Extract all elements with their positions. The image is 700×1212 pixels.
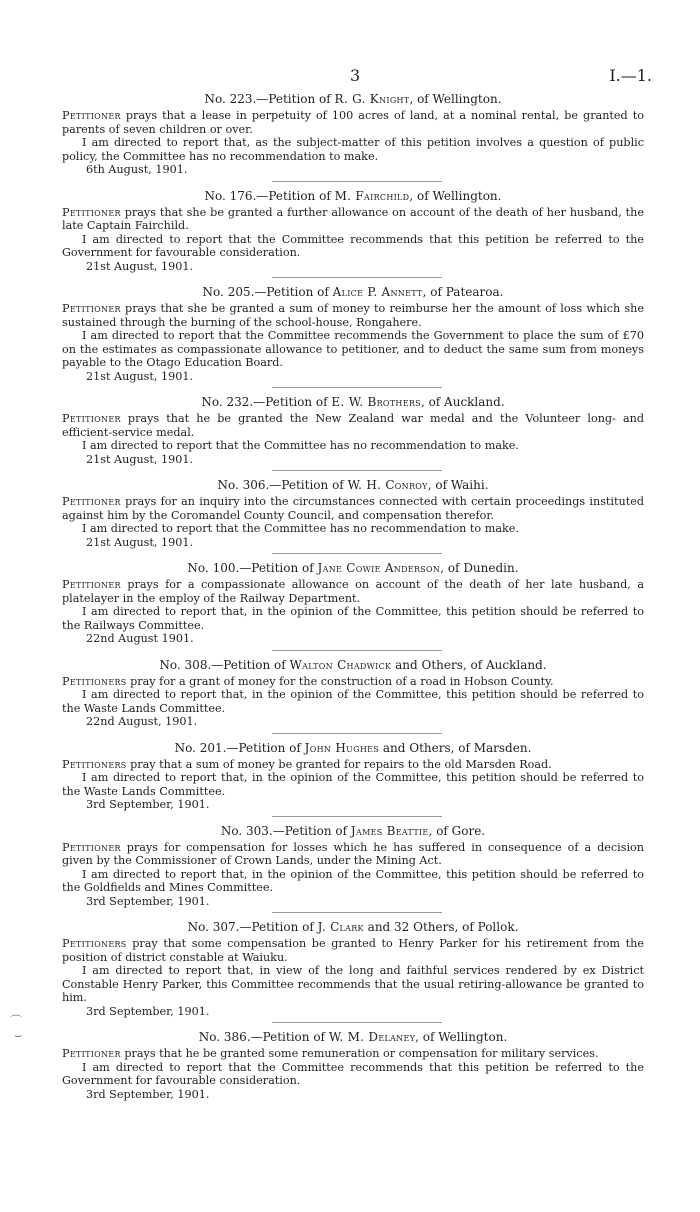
paragraph-text: I am directed to report that, in the opinion of the Committee, this petition should be referred to the Goldfields and Mines Committee.	[62, 867, 644, 894]
separator-row	[62, 812, 644, 822]
petitioner-label: Petitioner	[62, 840, 121, 854]
petition-number: No. 223.—Petition of	[204, 92, 335, 106]
petition-entry	[62, 92, 644, 177]
petition-number: No. 201.—Petition of	[174, 740, 305, 755]
petitioner-label: Petitioner	[62, 412, 121, 425]
divider-rule	[272, 553, 442, 554]
divider-rule	[272, 387, 442, 388]
paragraph-text: prays that he be granted the New Zealand war medal and the Volunteer long- and efficient-service medal.	[62, 412, 644, 439]
separator-row	[62, 646, 644, 656]
petition-number: No. 176.—Petition of	[204, 188, 335, 203]
report-date: 22nd August, 1901.	[86, 715, 198, 728]
petition-prayer	[62, 937, 644, 964]
committee-report	[62, 136, 644, 163]
petition-location: , of Waihi.	[427, 478, 489, 492]
petition-entry	[62, 1018, 644, 1101]
paragraph-text: I am directed to report that, in view of the long and faithful services rendered by ex District Constable Henry Parker, this Committee recommends that the usual retiring-allowance be granted to him.	[62, 964, 644, 1004]
paragraph-text: prays that he be granted some remuneration or compensation for military services.	[120, 1047, 599, 1060]
document-reference: I.—1.	[609, 66, 652, 85]
petition-location: , of Wellington.	[409, 188, 502, 203]
petition-title	[62, 658, 644, 672]
margin-mark: ⌒	[10, 1014, 23, 1028]
petition-number: No. 303.—Petition of	[220, 823, 351, 838]
paragraph-text: I am directed to report that, in the opinion of the Committee, this petition should be referred to the Railways Committee.	[62, 605, 644, 632]
petition-prayer	[62, 206, 644, 233]
petition-entry	[62, 646, 644, 729]
committee-report	[62, 771, 644, 798]
paragraph-text: prays for an inquiry into the circumstances connected with certain proceedings instituted against him by the Coromandel County Council, and compensation therefor.	[62, 495, 644, 522]
committee-report	[62, 964, 644, 1005]
paragraph-text: prays that a lease in perpetuity of 100 acres of land, at a nominal rental, be granted to parents of seven children or over.	[62, 109, 644, 136]
page-header	[62, 60, 652, 90]
petitioner-name: W. M. Delaney	[328, 1030, 416, 1044]
margin-mark: ⌣	[14, 1028, 22, 1042]
petition-title	[62, 920, 644, 934]
page-number: 3	[350, 66, 361, 85]
petition-prayer	[62, 495, 644, 522]
petition-number: No. 306.—Petition of	[217, 478, 348, 492]
divider-rule	[272, 733, 442, 734]
paragraph-text: prays that she be granted a further allowance on account of the death of her husband, the late Captain Fairchild.	[62, 205, 644, 232]
committee-report	[62, 233, 644, 260]
petition-entry	[62, 729, 644, 812]
petition-title	[62, 189, 644, 203]
report-date: 21st August, 1901.	[86, 452, 194, 466]
committee-report	[62, 605, 644, 632]
paragraph-text: pray for a grant of money for the construction of a road in Hobson County.	[126, 674, 554, 688]
paragraph-text: prays for compensation for losses which he has suffered in consequence of a decision given by the Commissioner of Crown Lands, under the Mining Act.	[62, 840, 644, 867]
petition-location: , of Wellington.	[409, 92, 502, 106]
petition-location: , of Wellington.	[415, 1030, 508, 1044]
committee-report	[62, 868, 644, 895]
report-date: 6th August, 1901.	[86, 163, 188, 176]
report-date: 22nd August 1901.	[86, 632, 194, 645]
petition-entry	[62, 908, 644, 1018]
report-date: 3rd September, 1901.	[86, 894, 210, 908]
petition-location: and 32 Others, of Pollok.	[363, 920, 519, 934]
committee-report	[62, 688, 644, 715]
petitioner-label: Petitioner	[62, 578, 121, 591]
petition-number: No. 100.—Petition of	[187, 561, 318, 575]
petition-prayer	[62, 758, 644, 772]
petitioner-name: J. Clark	[317, 920, 364, 934]
petition-prayer	[62, 675, 644, 689]
petition-number: No. 386.—Petition of	[198, 1030, 329, 1044]
petitioner-label: Petitioner	[62, 302, 121, 315]
report-date: 3rd September, 1901.	[86, 798, 210, 811]
petition-entry	[62, 177, 644, 274]
petitioner-name: W. H. Conroy	[347, 478, 428, 492]
separator-row	[62, 273, 644, 283]
petition-prayer	[62, 1047, 644, 1061]
committee-report	[62, 329, 644, 370]
paragraph-text: I am directed to report that, as the subject-matter of this petition involves a question of public policy, the Committee has no recommendation to make.	[62, 136, 644, 163]
petitioner-name: R. G. Knight	[334, 92, 410, 106]
paragraph-text: I am directed to report that the Committee has no recommendation to make.	[82, 439, 519, 452]
report-date: 21st August, 1901.	[86, 259, 194, 273]
separator-row	[62, 466, 644, 476]
petitioner-label: Petitioner	[62, 495, 121, 508]
separator-row	[62, 383, 644, 393]
petitioner-name: John Hughes	[304, 740, 380, 755]
petitioner-name: Alice P. Annett	[332, 285, 423, 299]
petition-location: , of Dunedin.	[440, 561, 519, 575]
petition-number: No. 232.—Petition of	[201, 395, 332, 409]
report-date: 21st August, 1901.	[86, 369, 194, 383]
petitioner-label: Petitioner	[62, 1047, 121, 1060]
petition-location: , of Patearoa.	[422, 285, 504, 299]
petitioner-name: James Beattie	[350, 823, 429, 838]
petition-entry	[62, 549, 644, 646]
petition-location: , of Auckland.	[420, 395, 505, 409]
petition-number: No. 307.—Petition of	[187, 920, 318, 934]
paragraph-text: I am directed to report that the Committee recommends the Government to place the sum of £70 on the estimates as compassionate allowance to petitioner, and to deduct the same sum from moneys payable to the Otago Education Board.	[62, 329, 644, 369]
petition-title	[62, 741, 644, 755]
report-date: 21st August, 1901.	[86, 535, 194, 549]
petition-prayer	[62, 109, 644, 136]
paragraph-text: prays that she be granted a sum of money to reimburse her the amount of loss which she sustained through the burning of the school-house, Rongahere.	[62, 302, 644, 329]
divider-rule	[272, 816, 442, 817]
divider-rule	[272, 1022, 442, 1023]
petition-title	[62, 1030, 644, 1044]
petition-title	[62, 285, 644, 299]
paragraph-text: I am directed to report that the Committee has no recommendation to make.	[82, 522, 519, 535]
document-page	[62, 60, 652, 1101]
petition-prayer	[62, 841, 644, 868]
petition-number: No. 308.—Petition of	[159, 657, 290, 672]
petition-entry	[62, 383, 644, 466]
petition-title	[62, 395, 644, 409]
paragraph-text: pray that a sum of money be granted for repairs to the old Marsden Road.	[126, 757, 552, 771]
paragraph-text: I am directed to report that the Committee recommends that this petition be referred to the Government for favourable consideration.	[62, 232, 644, 259]
separator-row	[62, 549, 644, 559]
committee-report	[62, 1061, 644, 1088]
report-date: 3rd September, 1901.	[86, 1004, 210, 1018]
paragraph-text: prays for a compassionate allowance on account of the death of her late husband, a platelayer in the employ of the Railway Department.	[62, 578, 644, 605]
divider-rule	[272, 912, 442, 913]
petition-title	[62, 824, 644, 838]
petition-entry	[62, 812, 644, 909]
petition-location: and Others, of Auckland.	[391, 657, 547, 672]
report-date: 3rd September, 1901.	[86, 1087, 210, 1101]
petition-location: , of Gore.	[428, 823, 486, 838]
petition-entry	[62, 466, 644, 549]
petition-title	[62, 92, 644, 106]
petitioner-name: Walton Chadwick	[289, 657, 392, 672]
petitioner-name: M. Fairchild	[334, 188, 410, 203]
petitioner-label: Petitioner	[62, 205, 121, 219]
separator-row	[62, 729, 644, 739]
separator-row	[62, 1018, 644, 1028]
petition-title	[62, 478, 644, 492]
paragraph-text: I am directed to report that the Committee recommends that this petition be referred to the Government for favourable consideration.	[62, 1060, 644, 1087]
paragraph-text: I am directed to report that, in the opinion of the Committee, this petition should be referred to the Waste Lands Committee.	[62, 771, 644, 798]
petition-list	[62, 92, 644, 1101]
divider-rule	[272, 181, 442, 182]
separator-row	[62, 177, 644, 187]
petition-number: No. 205.—Petition of	[202, 285, 333, 299]
divider-rule	[272, 650, 442, 651]
petitioner-label: Petitioners	[62, 674, 127, 688]
divider-rule	[272, 277, 442, 278]
petitioner-name: Jane Cowie Anderson	[317, 561, 441, 575]
paragraph-text: I am directed to report that, in the opinion of the Committee, this petition should be referred to the Waste Lands Committee.	[62, 688, 644, 715]
petition-location: and Others, of Marsden.	[379, 740, 532, 755]
petition-title	[62, 561, 644, 575]
divider-rule	[272, 470, 442, 471]
petition-prayer	[62, 578, 644, 605]
petition-prayer	[62, 302, 644, 329]
committee-report	[62, 522, 644, 536]
petition-prayer	[62, 412, 644, 439]
petitioner-label: Petitioners	[62, 757, 127, 771]
separator-row	[62, 908, 644, 918]
petitioner-name: E. W. Brothers	[331, 395, 421, 409]
committee-report	[62, 439, 644, 453]
paragraph-text: pray that some compensation be granted to Henry Parker for his retirement from the position of district constable at Waiuku.	[62, 937, 644, 964]
petitioner-label: Petitioners	[62, 937, 127, 950]
petition-entry	[62, 273, 644, 383]
petitioner-label: Petitioner	[62, 109, 121, 122]
